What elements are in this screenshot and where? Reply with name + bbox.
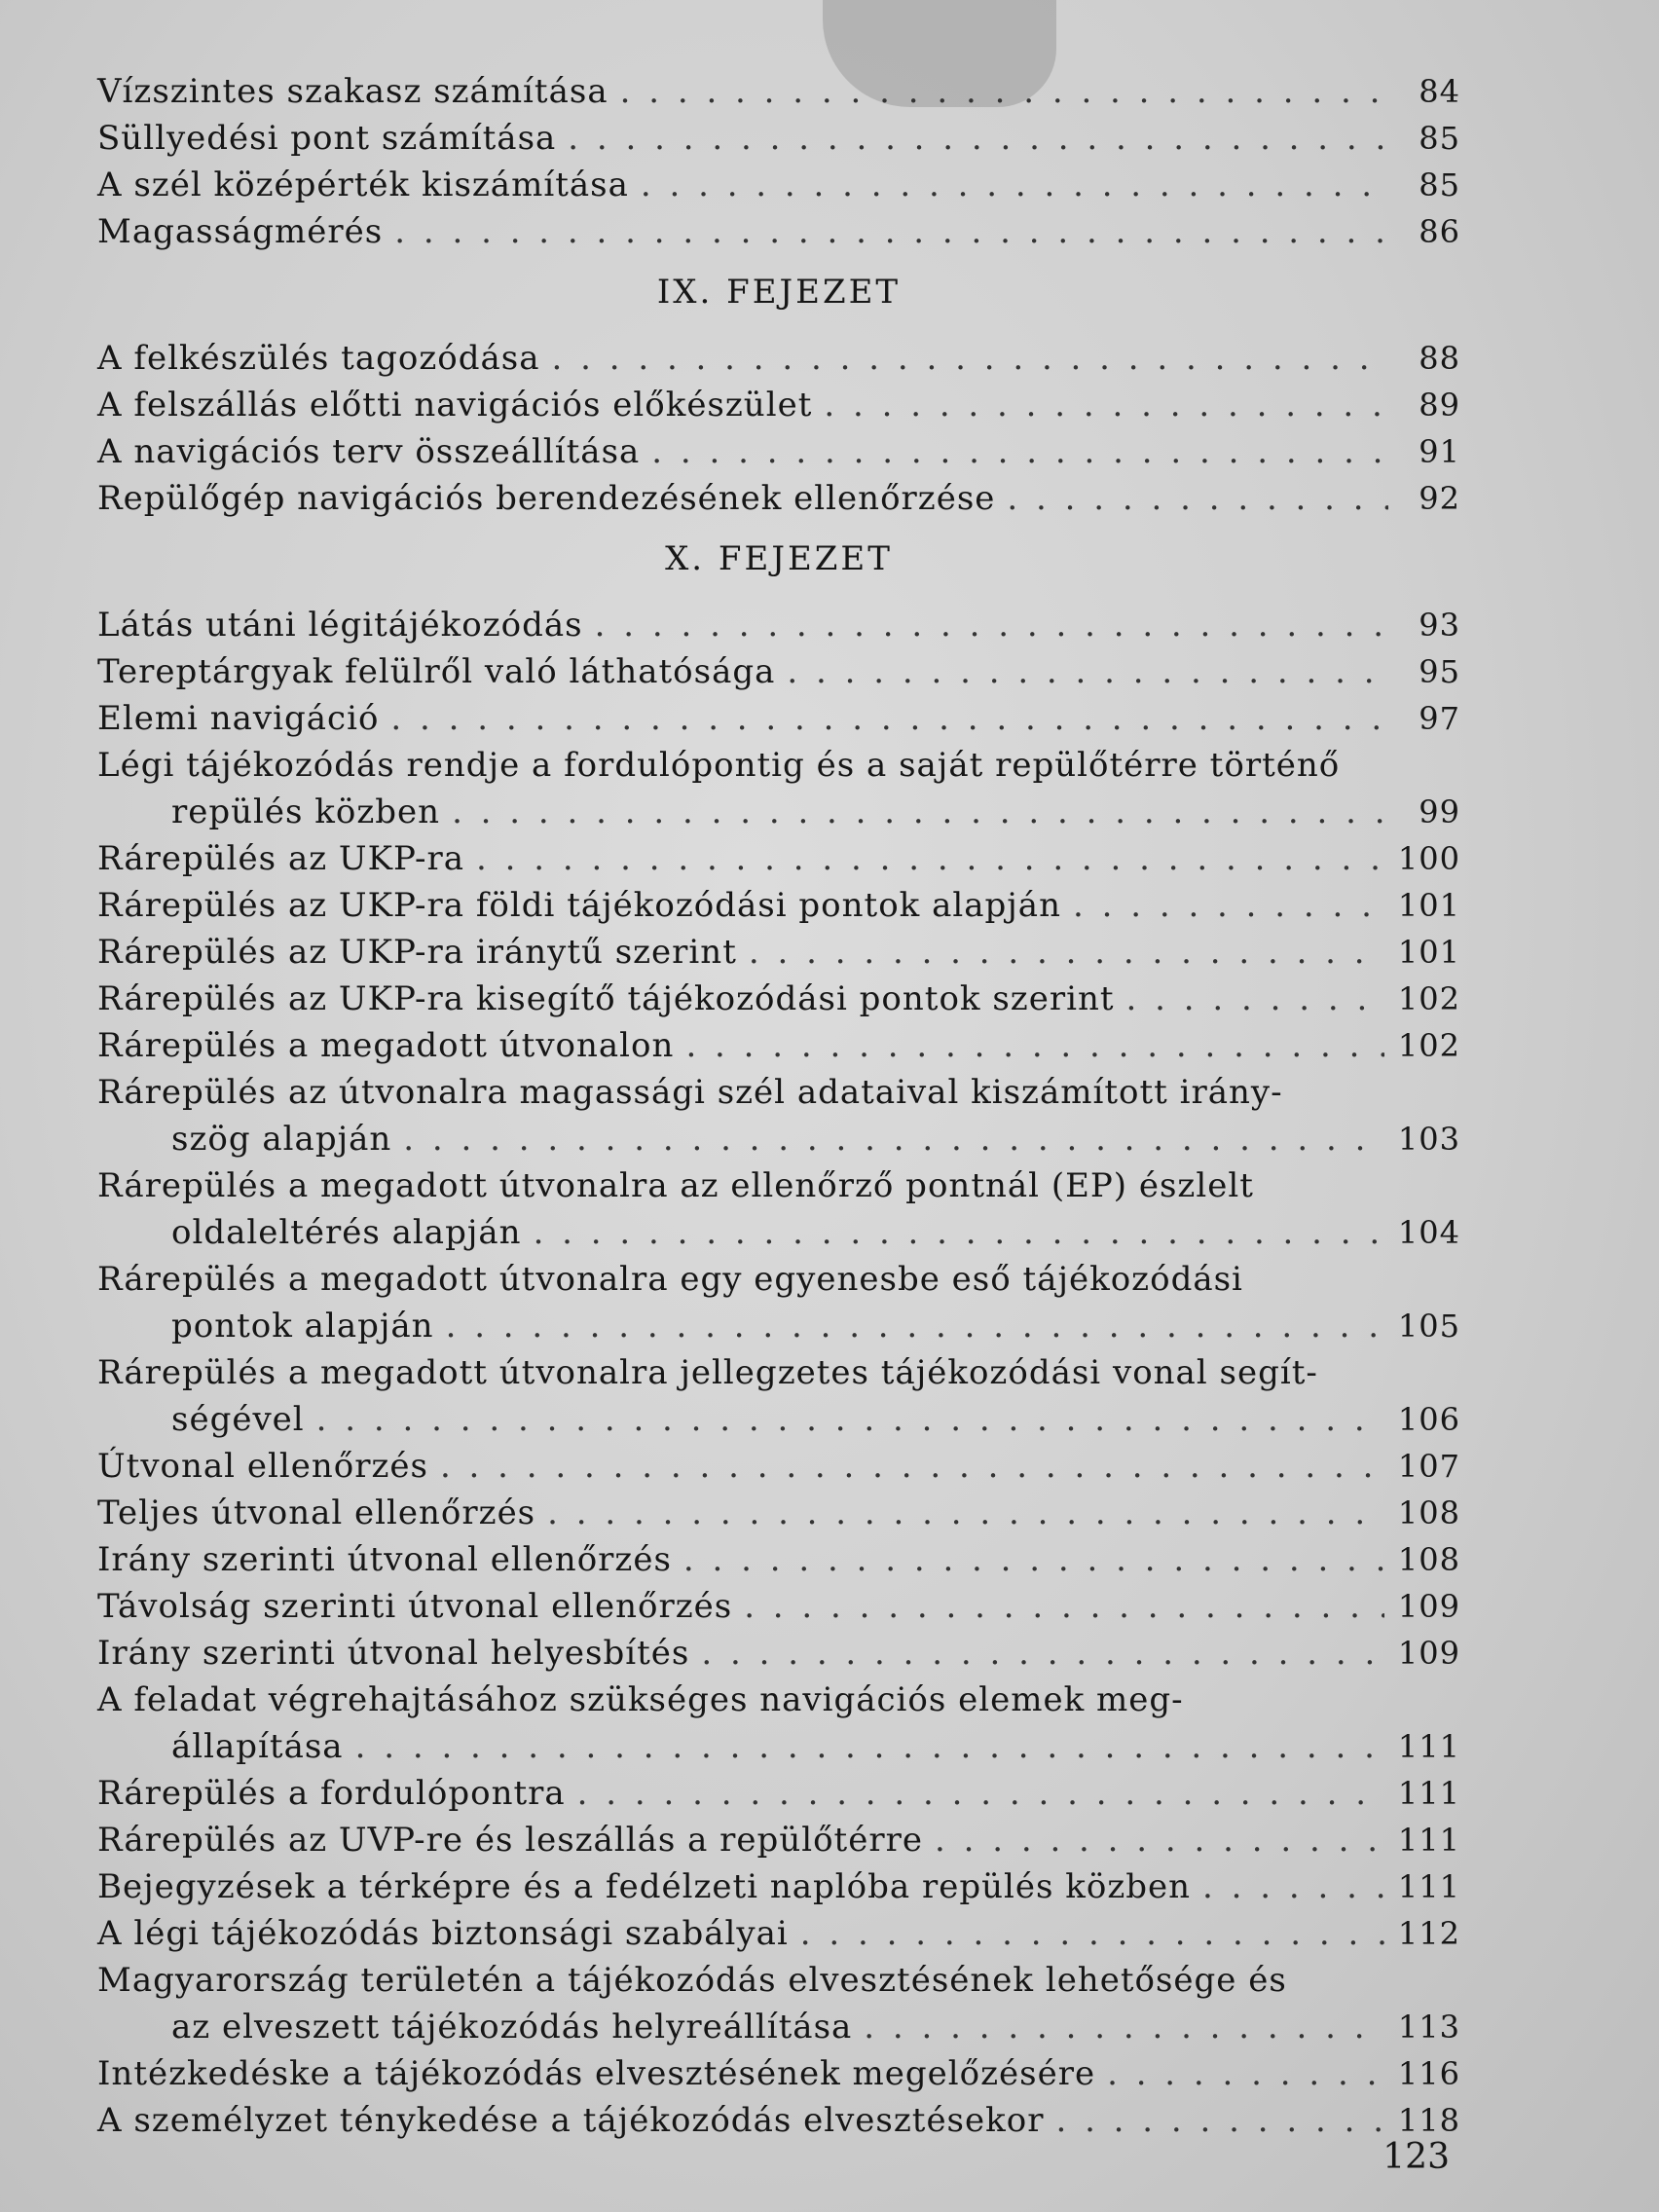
toc-entry-page: 101 bbox=[1397, 887, 1460, 924]
toc-entry bbox=[97, 602, 1460, 648]
toc-entry-page: 102 bbox=[1397, 980, 1460, 1017]
toc-entry-title: Rárepülés a megadott útvonalra jellegzetes tájékozódási vonal segít- bbox=[97, 1353, 1318, 1392]
toc-entry-page: 101 bbox=[1397, 934, 1460, 971]
toc-entry-title: Tereptárgyak felülről való láthatósága bbox=[97, 652, 776, 691]
dot-leader bbox=[547, 1490, 1384, 1536]
dot-leader bbox=[800, 1910, 1384, 1957]
toc-entry bbox=[97, 1957, 1460, 2050]
dot-leader bbox=[701, 1630, 1384, 1677]
toc-entry bbox=[97, 1022, 1460, 1069]
dot-leader bbox=[641, 162, 1388, 208]
dot-leader bbox=[1202, 1863, 1384, 1910]
dot-leader bbox=[403, 1116, 1384, 1162]
toc-entry-page: 85 bbox=[1419, 166, 1460, 203]
toc-entry-title: Rárepülés az UKP-ra földi tájékozódási pontok alapján bbox=[97, 886, 1061, 925]
toc-entry bbox=[97, 1910, 1460, 1957]
toc-entry-page: 88 bbox=[1419, 340, 1460, 377]
toc-entry-title: Rárepülés a fordulópontra bbox=[97, 1774, 566, 1813]
toc-entry bbox=[97, 835, 1460, 882]
toc-entry-title-continued: pontok alapján bbox=[171, 1307, 434, 1346]
toc-entry-title: Magyarország területén a tájékozódás elvesztésének lehetősége és bbox=[97, 1961, 1287, 2000]
toc-entry bbox=[97, 1162, 1460, 1256]
toc-entry bbox=[97, 2050, 1460, 2097]
toc-entry-page: 111 bbox=[1397, 1822, 1460, 1859]
toc-entry bbox=[97, 695, 1460, 742]
toc-entry-title: Vízszintes szakasz számítása bbox=[97, 72, 608, 111]
toc-entry bbox=[97, 1770, 1460, 1817]
toc-entry bbox=[97, 1583, 1460, 1630]
dot-leader bbox=[683, 1536, 1384, 1583]
dot-leader bbox=[577, 1770, 1384, 1817]
toc-entry-title: Légi tájékozódás rendje a fordulópontig és a saját repülőtérre történő bbox=[97, 746, 1341, 785]
toc-entry-page: 91 bbox=[1419, 433, 1460, 470]
toc-entry-page: 118 bbox=[1397, 2102, 1460, 2139]
toc-entry-page: 116 bbox=[1397, 2055, 1460, 2092]
toc-entry-title: A légi tájékozódás biztonsági szabályai bbox=[97, 1914, 789, 1953]
toc-entry-page: 109 bbox=[1397, 1635, 1460, 1672]
toc-entry-title: A feladat végrehajtásához szükséges navigációs elemek meg- bbox=[97, 1680, 1184, 1719]
toc-entry bbox=[97, 2097, 1460, 2144]
toc-entry-page: 106 bbox=[1397, 1401, 1460, 1438]
toc-entry-page: 104 bbox=[1397, 1214, 1460, 1251]
page-number: 123 bbox=[1382, 2137, 1450, 2177]
toc-entry bbox=[97, 68, 1460, 115]
toc-entry bbox=[97, 1490, 1460, 1536]
dot-leader bbox=[452, 789, 1388, 835]
toc-entry bbox=[97, 1863, 1460, 1910]
toc-entry-page: 111 bbox=[1397, 1868, 1460, 1905]
dot-leader bbox=[440, 1443, 1384, 1490]
dot-leader bbox=[476, 835, 1384, 882]
toc-entry-title: A felszállás előtti navigációs előkészület bbox=[97, 386, 813, 424]
toc-entry-title-continued: repülés közben bbox=[171, 793, 441, 831]
toc-entry bbox=[97, 1817, 1460, 1863]
toc-entry bbox=[97, 115, 1460, 162]
toc-entry-page: 108 bbox=[1397, 1494, 1460, 1531]
toc-entry-page: 100 bbox=[1397, 840, 1460, 877]
toc-entry-title: Rárepülés az UKP-ra iránytű szerint bbox=[97, 933, 737, 972]
toc-entry-page: 84 bbox=[1419, 73, 1460, 110]
toc-entry-title: Rárepülés az UKP-ra bbox=[97, 839, 465, 878]
toc-entry-title: Bejegyzések a térképre és a fedélzeti naplóba repülés közben bbox=[97, 1867, 1192, 1906]
dot-leader bbox=[744, 1583, 1384, 1630]
dot-leader bbox=[355, 1723, 1384, 1770]
toc-entry-page: 108 bbox=[1397, 1541, 1460, 1578]
dot-leader bbox=[864, 2004, 1384, 2050]
toc-entry bbox=[97, 335, 1460, 382]
dot-leader bbox=[568, 115, 1388, 162]
dot-leader bbox=[787, 648, 1388, 695]
dot-leader bbox=[1073, 882, 1384, 929]
toc-entry bbox=[97, 976, 1460, 1022]
toc-entry-page: 95 bbox=[1419, 653, 1460, 690]
toc-entry-title: A navigációs terv összeállítása bbox=[97, 432, 641, 471]
dot-leader bbox=[824, 382, 1388, 428]
toc-entry bbox=[97, 1069, 1460, 1162]
toc-entry-page: 89 bbox=[1419, 387, 1460, 424]
chapter-heading: X. FEJEZET bbox=[665, 539, 893, 578]
toc-entry-page: 107 bbox=[1397, 1448, 1460, 1485]
toc-entry bbox=[97, 1630, 1460, 1677]
dot-leader bbox=[316, 1396, 1384, 1443]
toc-entry-title-continued: szög alapján bbox=[171, 1120, 392, 1159]
toc-entry bbox=[97, 382, 1460, 428]
dot-leader bbox=[1055, 2097, 1383, 2144]
toc-entry bbox=[97, 162, 1460, 208]
toc-entry-page: 105 bbox=[1397, 1308, 1460, 1345]
dot-leader bbox=[446, 1303, 1384, 1349]
toc-entry bbox=[97, 1677, 1460, 1770]
toc-entry-title-continued: ségével bbox=[171, 1400, 305, 1439]
toc-entry bbox=[97, 1443, 1460, 1490]
dot-leader bbox=[1126, 976, 1384, 1022]
toc-entry-title: Rárepülés a megadott útvonalra az ellenőrző pontnál (EP) észlelt bbox=[97, 1166, 1254, 1205]
toc-entry-page: 93 bbox=[1419, 607, 1460, 644]
toc-entry-title: Rárepülés a megadott útvonalra egy egyenesbe eső tájékozódási bbox=[97, 1260, 1243, 1299]
toc-entry-title: Irány szerinti útvonal ellenőrzés bbox=[97, 1540, 672, 1579]
toc-entry-title: A felkészülés tagozódása bbox=[97, 339, 540, 378]
dot-leader bbox=[685, 1022, 1383, 1069]
dot-leader bbox=[1107, 2050, 1384, 2097]
toc-entry-page: 97 bbox=[1419, 700, 1460, 737]
toc-entry-title-continued: állapítása bbox=[171, 1727, 344, 1766]
toc-entry-title: A személyzet ténykedése a tájékozódás elvesztésekor bbox=[97, 2101, 1045, 2140]
toc-entry-page: 85 bbox=[1419, 120, 1460, 157]
toc-entry-title: Irány szerinti útvonal helyesbítés bbox=[97, 1634, 690, 1673]
chapter-heading: IX. FEJEZET bbox=[656, 273, 902, 312]
dot-leader bbox=[551, 335, 1388, 382]
toc-entry-page: 103 bbox=[1397, 1121, 1460, 1158]
dot-leader bbox=[394, 208, 1388, 255]
toc-entry-page: 92 bbox=[1419, 480, 1460, 517]
toc-entry bbox=[97, 929, 1460, 976]
toc-entry-title: Látás utáni légitájékozódás bbox=[97, 606, 583, 645]
toc-entry-page: 112 bbox=[1397, 1915, 1460, 1952]
toc-entry bbox=[97, 1536, 1460, 1583]
toc-entry-page: 109 bbox=[1397, 1588, 1460, 1625]
toc-entry bbox=[97, 475, 1460, 522]
toc-entry bbox=[97, 428, 1460, 475]
toc-entry bbox=[97, 882, 1460, 929]
dot-leader bbox=[749, 929, 1384, 976]
dot-leader bbox=[620, 68, 1388, 115]
toc-entry-title-continued: oldaleltérés alapján bbox=[171, 1213, 522, 1252]
toc-entry bbox=[97, 648, 1460, 695]
dot-leader bbox=[1007, 475, 1388, 522]
toc-entry bbox=[97, 1349, 1460, 1443]
toc-entry bbox=[97, 208, 1460, 255]
toc-entry-title: Repülőgép navigációs berendezésének ellenőrzése bbox=[97, 479, 996, 518]
toc-entry-title: Távolság szerinti útvonal ellenőrzés bbox=[97, 1587, 733, 1626]
toc-entry-title: Magasságmérés bbox=[97, 212, 384, 251]
toc-entry-page: 113 bbox=[1397, 2009, 1460, 2046]
toc-entry-title: Süllyedési pont számítása bbox=[97, 119, 557, 158]
toc-entry-title: Teljes útvonal ellenőrzés bbox=[97, 1493, 536, 1532]
toc-entry-page: 86 bbox=[1419, 213, 1460, 250]
toc-entry bbox=[97, 742, 1460, 835]
toc-entry-page: 102 bbox=[1397, 1027, 1460, 1064]
toc-entry-title-continued: az elveszett tájékozódás helyreállítása bbox=[171, 2008, 853, 2046]
toc-entry-title: Rárepülés az UVP-re és leszállás a repülőtérre bbox=[97, 1821, 923, 1860]
dot-leader bbox=[935, 1817, 1384, 1863]
toc-entry-title: Rárepülés az útvonalra magassági szél adataival kiszámított irány- bbox=[97, 1073, 1283, 1112]
dot-leader bbox=[651, 428, 1388, 475]
toc-entry-page: 111 bbox=[1397, 1728, 1460, 1765]
toc-entry-title: Útvonal ellenőrzés bbox=[97, 1447, 428, 1486]
toc-entry-title: Rárepülés az UKP-ra kisegítő tájékozódási pontok szerint bbox=[97, 979, 1115, 1018]
table-of-contents bbox=[97, 68, 1460, 2144]
dot-leader bbox=[390, 695, 1388, 742]
toc-entry-page: 99 bbox=[1419, 793, 1460, 830]
toc-entry-title: A szél középérték kiszámítása bbox=[97, 166, 629, 204]
toc-entry-title: Rárepülés a megadott útvonalon bbox=[97, 1026, 675, 1065]
toc-entry-page: 111 bbox=[1397, 1775, 1460, 1812]
toc-entry-title: Elemi navigáció bbox=[97, 699, 380, 738]
dot-leader bbox=[534, 1209, 1384, 1256]
dot-leader bbox=[595, 602, 1388, 648]
toc-entry-title: Intézkedéske a tájékozódás elvesztésének megelőzésére bbox=[97, 2054, 1096, 2093]
toc-entry bbox=[97, 1256, 1460, 1349]
